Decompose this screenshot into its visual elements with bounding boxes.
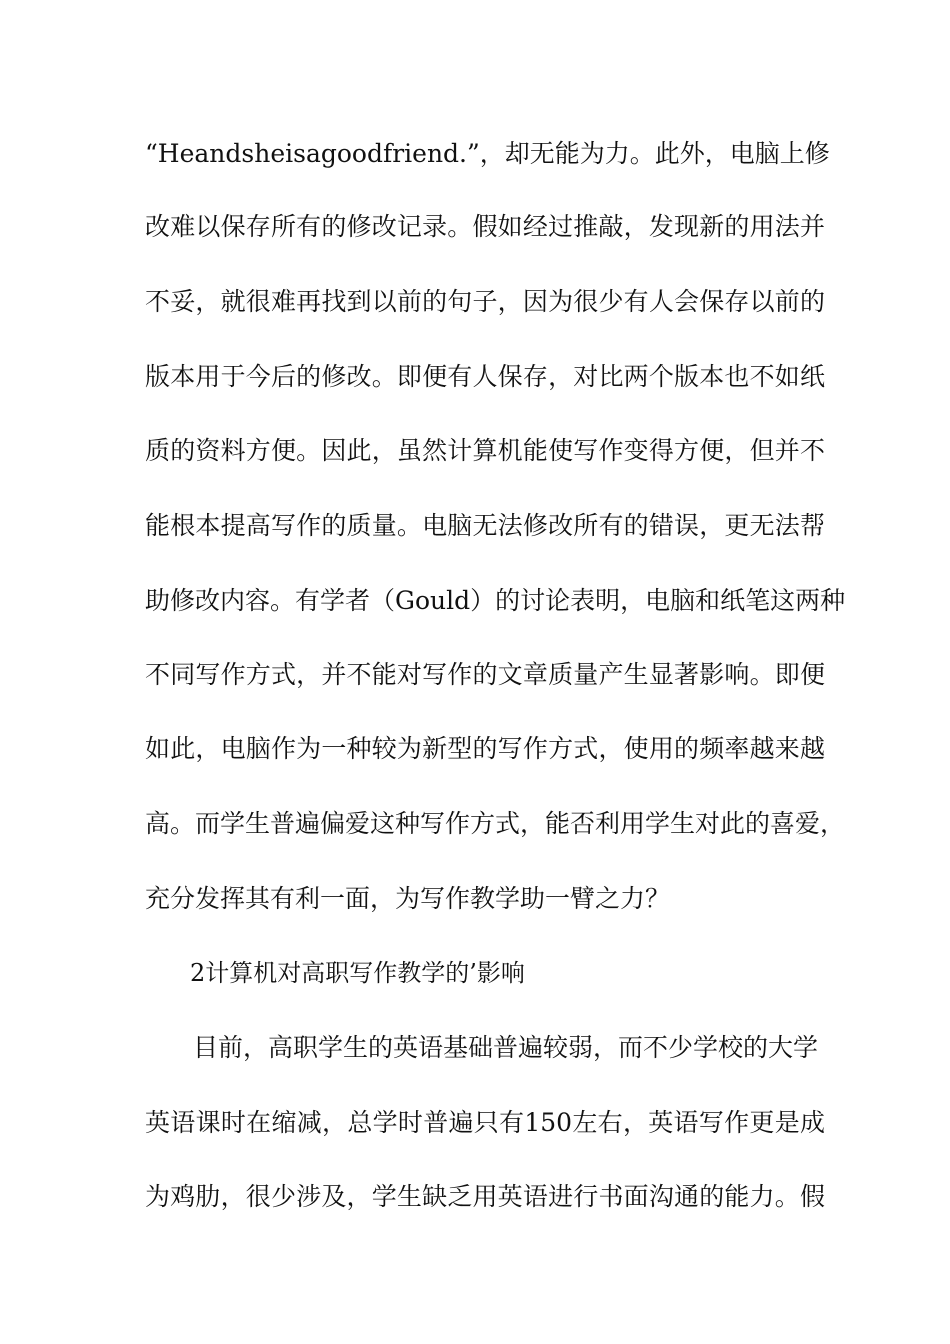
paragraph-1-line-7: 助修改内容。有学者（Gould）的讨论表明，电脑和纸笔这两种 <box>145 586 846 615</box>
paragraph-1-line-10: 高。而学生普遍偏爱这种写作方式，能否利用学生对此的喜爱， <box>145 809 846 838</box>
paragraph-2-line-2: 英语课时在缩减，总学时普遍只有150左右，英语写作更是成 <box>145 1108 825 1137</box>
paragraph-1-line-5: 质的资料方便。因此，虽然计算机能使写作变得方便，但并不 <box>145 436 825 465</box>
paragraph-1-line-2: 改难以保存所有的修改记录。假如经过推敲，发现新的用法并 <box>145 212 825 241</box>
paragraph-1-line-4: 版本用于今后的修改。即便有人保存，对比两个版本也不如纸 <box>145 362 825 391</box>
paragraph-1-line-8: 不同写作方式，并不能对写作的文章质量产生显著影响。即便 <box>145 660 825 689</box>
paragraph-1-line-1: “Heandsheisagoodfriend.”，却无能为力。此外，电脑上修 <box>145 139 830 168</box>
paragraph-1-line-6: 能根本提高写作的质量。电脑无法修改所有的错误，更无法帮 <box>145 511 825 540</box>
paragraph-2-line-3: 为鸡肋，很少涉及，学生缺乏用英语进行书面沟通的能力。假 <box>145 1182 825 1211</box>
paragraph-2-line-1: 目前，高职学生的英语基础普遍较弱，而不少学校的大学 <box>193 1033 819 1062</box>
section-heading: 2计算机对高职写作教学的’影响 <box>190 959 525 987</box>
paragraph-1-line-11: 充分发挥其有利一面，为写作教学助一臂之力？ <box>145 884 671 913</box>
paragraph-1-line-3: 不妥，就很难再找到以前的句子，因为很少有人会保存以前的 <box>145 287 825 316</box>
paragraph-1-line-9: 如此，电脑作为一种较为新型的写作方式，使用的频率越来越 <box>145 734 825 763</box>
